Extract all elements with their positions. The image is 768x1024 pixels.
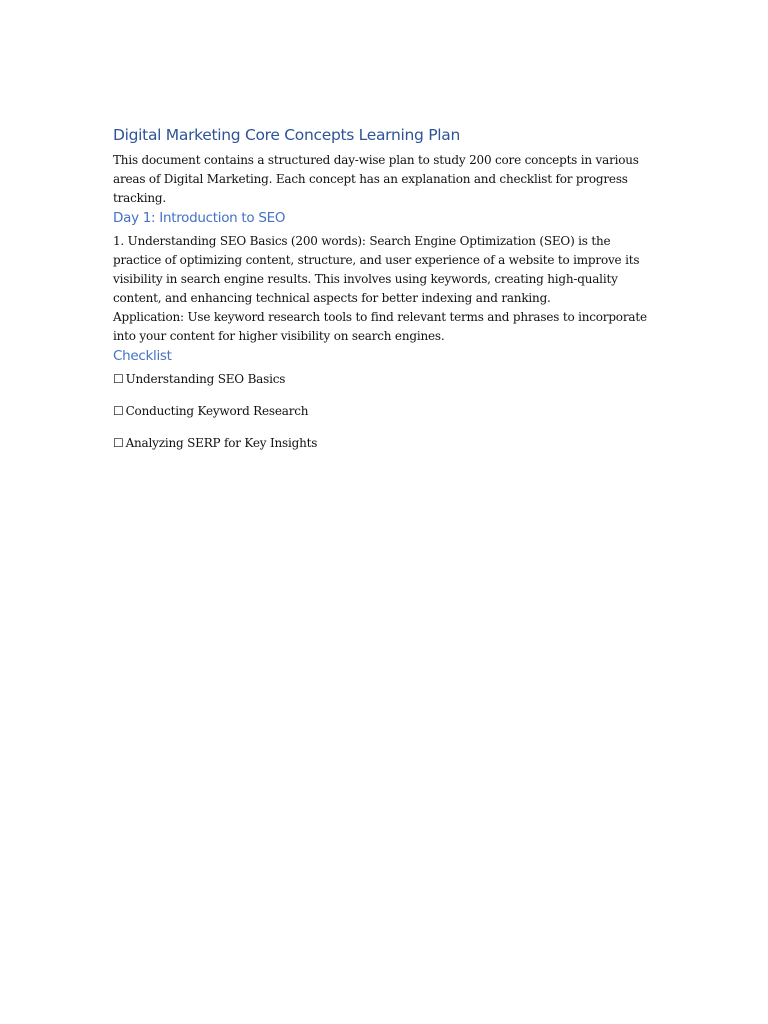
application-paragraph: Application: Use keyword research tools to find relevant terms and phrases to incorporate into your content for higher visibility on search engines. bbox=[113, 310, 647, 343]
document-page bbox=[113, 124, 658, 466]
checklist-item-label: Understanding SEO Basics bbox=[125, 372, 286, 386]
checklist-item bbox=[113, 434, 658, 453]
checklist-heading: Checklist bbox=[113, 348, 172, 364]
checklist-item bbox=[113, 402, 658, 421]
day1-heading: Day 1: Introduction to SEO bbox=[113, 210, 286, 226]
checkbox-icon[interactable]: ☐ bbox=[113, 436, 124, 450]
intro-paragraph: This document contains a structured day-wise plan to study 200 core concepts in various areas of Digital Marketing. Each concept has an explanation and checklist for progress tracking. bbox=[113, 153, 639, 205]
checklist-item-label: Conducting Keyword Research bbox=[125, 404, 309, 418]
checkbox-icon[interactable]: ☐ bbox=[113, 372, 124, 386]
document-title: Digital Marketing Core Concepts Learning Plan bbox=[113, 126, 460, 144]
concept-paragraph: 1. Understanding SEO Basics (200 words): Search Engine Optimization (SEO) is the practice of optimizing content, structure, and user experience of a website to improve its visibility in search engine results. This involves using keywords, creating high-quality content, and enhancing technical aspects for better indexing and ranking. bbox=[113, 234, 640, 305]
checkbox-icon[interactable]: ☐ bbox=[113, 404, 124, 418]
checklist-item-label: Analyzing SERP for Key Insights bbox=[125, 436, 318, 450]
checklist-item bbox=[113, 370, 658, 389]
